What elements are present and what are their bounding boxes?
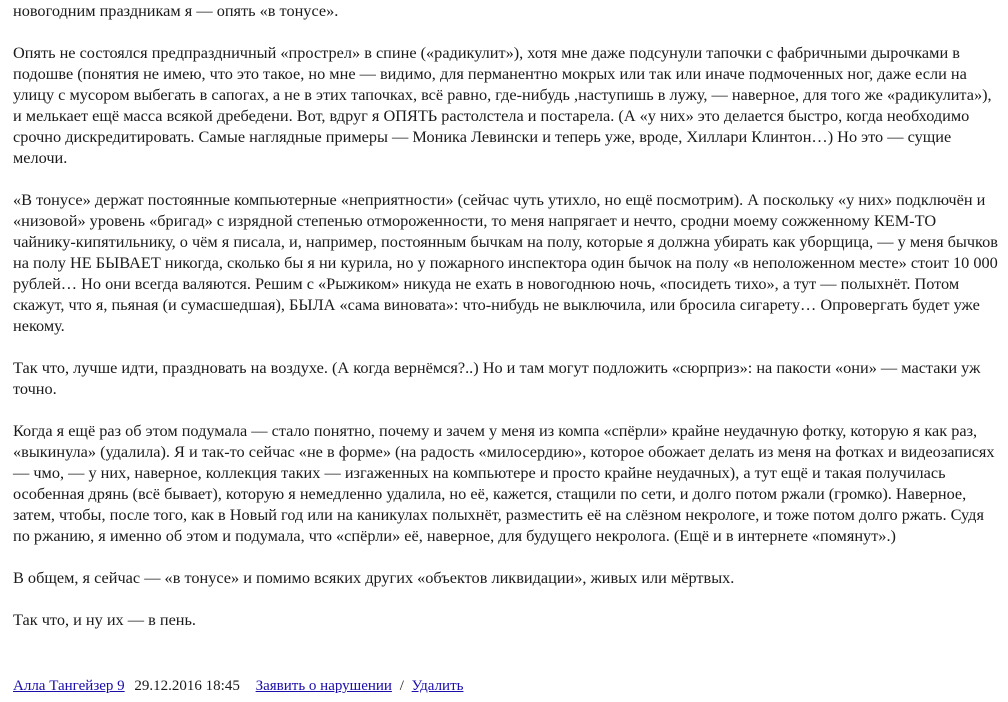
- delete-link[interactable]: Удалить: [411, 678, 464, 694]
- comment-paragraph: Так что, лучше идти, праздновать на воздухе. (А когда вернёмся?..) Но и там могут подложить «сюрприз»: на пакости «они» — мастаки уж точно.: [13, 358, 981, 398]
- comment-paragraph: Так что, и ну их — в пень.: [13, 610, 197, 629]
- comment-paragraph: новогодним праздникам я — опять «в тонусе».: [13, 1, 339, 20]
- comment-paragraph: «В тонусе» держат постоянные компьютерные «неприятности» (сейчас чуть утихло, но ещё посмотрим). А поскольку «у них» подключён и «низовой» уровень «бригад» с изрядной степенью отмороженности, то меня напрягает и нечто, сродни моему сожженному КЕМ-ТО чайнику-кипятильнику, о чём я писала, и, например, постоянным бычкам на полу, которые я должна убирать как уборщица, — у меня бычков на полу НЕ БЫВАЕТ никогда, сколько бы я ни курила, но у пожарного инспектора один бычок на полу «в неположенном месте» стоит 10 000 рублей… Но они всегда валяются. Решим с «Рыжиком» никуда не ехать в новогоднюю ночь, «посидеть тихо», а тут — полыхнёт. Потом скажут, что я, пьяная (и сумасшедшая), БЫЛА «сама виновата»: что-нибудь не выключила, или бросила сигарету… Опровергать будет уже некому.: [13, 190, 998, 335]
- link-separator: /: [399, 678, 404, 694]
- comment-footer: [13, 676, 463, 696]
- author-link[interactable]: Алла Тангейзер 9: [13, 678, 125, 694]
- report-violation-link[interactable]: Заявить о нарушении: [255, 678, 392, 694]
- comment-date: 29.12.2016 18:45: [134, 678, 240, 694]
- comment-paragraph: Опять не состоялся предпраздничный «прострел» в спине («радикулит»), хотя мне даже подсунули тапочки с фабричными дырочками в подошве (понятия не имею, что это такое, но мне — видимо, для перманентно мокрых или так или иначе подмоченных ног, даже если на улицу с мусором выбегать в сапогах, а не в этих тапочках, всё равно, где-нибудь ,наступишь в лужу, — наверное, для того же «радикулита»), и мелькает ещё масса всякой дребедени. Вот, вдруг я ОПЯТЬ растолстела и постарела. (А «у них» это делается быстро, когда необходимо срочно дискредитировать. Самые наглядные примеры — Моника Левински и теперь уже, вроде, Хиллари Клинтон…) Но это — сущие мелочи.: [13, 43, 992, 167]
- comment-paragraph: В общем, я сейчас — «в тонусе» и помимо всяких других «объектов ликвидации», живых или мёртвых.: [13, 568, 735, 587]
- comment-paragraph: Когда я ещё раз об этом подумала — стало понятно, почему и зачем у меня из компа «спёрли» крайне неудачную фотку, которую я как раз, «выкинула» (удалила). Я и так-то сейчас «не в форме» (на радость «милосердию», которое обожает делать из меня на фотках и видеозаписях — чмо, — у них, наверное, коллекция таких — изгаженных на компьютере и просто крайне неудачных), а тут ещё и такая получилась особенная дрянь (всё бывает), которую я немедленно удалила, но её, кажется, стащили по сети, и долго потом ржали (громко). Наверное, затем, чтобы, после того, как в Новый год или на каникулах полыхнёт, разместить её на слёзном некрологе, и тоже потом долго ржать. Судя по ржанию, я именно об этом и подумала, что «спёрли» её, наверное, для будущего некролога. (Ещё и в интернете «помянут».): [13, 421, 995, 545]
- comment-body: [13, 0, 999, 651]
